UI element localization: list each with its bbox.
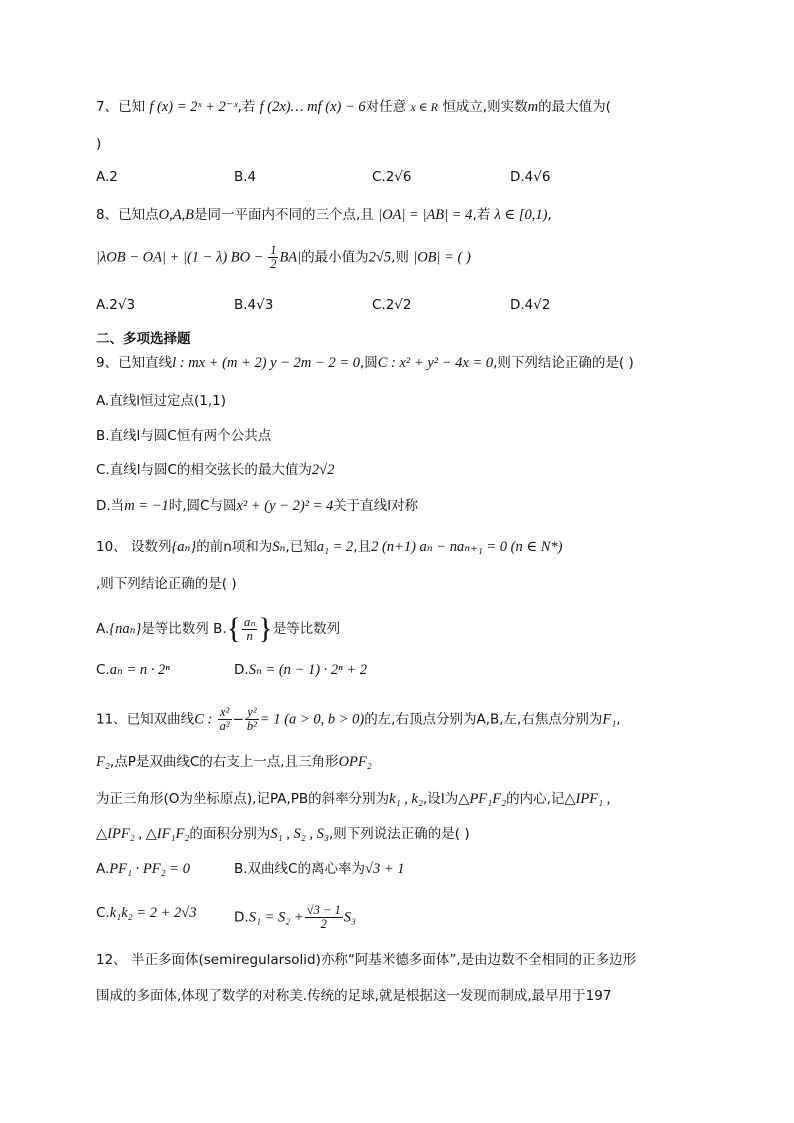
q10-fraction: $\frac{\text{aₙ}}{n}$: [244, 614, 256, 643]
q10-stem: 10、 设数列{aₙ}的前n项和为Sₙ,已知a₁ = 2,且2 (n+1) aₙ − naₙ₊₁ = 0 (n ∈ N*): [96, 539, 563, 555]
q8-option-d: D.4√2: [510, 297, 551, 313]
q7-close-paren: ): [96, 136, 102, 152]
q7-inequality: f (2x)… mf (x) − 6: [259, 99, 366, 115]
q8-stem: 8、已知点O,A,B是同一平面内不同的三个点,且 |OA| = |AB| = 4,若 λ ∈ [0,1),: [96, 207, 552, 223]
left-brace-icon: {: [226, 612, 242, 645]
q10-options-ab: A.{naₙ}是等比数列 B.{ $\frac{\text{aₙ}}{n}$ }是等比数列: [96, 612, 341, 645]
q8-half: $\frac{1}{2}$: [270, 243, 277, 271]
q7-stem: 7、已知 f (x) = 2ˣ + 2⁻ˣ,若 f (2x)… mf (x) − 6对任意 x ∈ R 恒成立,则实数m的最大值为(: [96, 99, 611, 115]
q12-line2: 围成的多面体,体现了数学的对称美.传统的足球,就是根据这一发现而制成,最早用于197: [96, 988, 612, 1004]
q7-option-b: B.4: [234, 169, 257, 185]
q11-stem: 11、已知双曲线C : $\frac{\text{x²}}{\text{a²}}$ − $\frac{\text{y²}}{\text{b²}}$ = 1 (a > 0, b > 0)的左,右顶点分别为A,B,左,右焦点分别为F₁,: [96, 705, 621, 733]
q11-frac-y: $\frac{\text{y²}}{\text{b²}}$: [246, 705, 257, 733]
q11-option-a: A.PF₁ · PF₂ = 0: [96, 861, 190, 877]
q9-option-c: C.直线l与圆C的相交弦长的最大值为2√2: [96, 462, 335, 478]
q9-option-a: A.直线l恒过定点(1,1): [96, 393, 227, 409]
q10-option-c: C.aₙ = n · 2ⁿ: [96, 662, 170, 678]
q7-option-a: A.2: [96, 169, 118, 185]
right-brace-icon: }: [258, 612, 273, 645]
q7-option-c: C.2√6: [372, 169, 412, 185]
q9-option-b: B.直线l与圆C恒有两个公共点: [96, 428, 272, 444]
q11-line3: 为正三角形(O为坐标原点),记PA,PB的斜率分别为k₁ , k₂,设I为△PF₁F₂的内心,记△IPF₁ ,: [96, 791, 611, 807]
q9-option-d: D.当m = −1时,圆C与圆x² + (y − 2)² = 4关于直线l对称: [96, 498, 419, 514]
q11-option-c: C.k₁k₂ = 2 + 2√3: [96, 905, 197, 921]
q8-option-b: B.4√3: [234, 297, 274, 313]
q8-expression: |λOB − OA| + |(1 − λ) BO − $\frac{1}{2}$ BA|的最小值为2√5,则 |OB| = ( ): [96, 243, 471, 271]
q11-line2: F₂,点P是双曲线C的右支上一点,且三角形OPF₂: [96, 754, 372, 770]
q8-condition: |OA| = |AB| = 4: [378, 207, 473, 223]
q7-option-d: D.4√6: [510, 169, 551, 185]
q8-option-a: A.2√3: [96, 297, 136, 313]
q10-option-d: D.Sₙ = (n − 1) · 2ⁿ + 2: [234, 662, 368, 678]
q11-d-fraction: $\frac{√3 - 1}{2}$: [306, 903, 341, 931]
q9-stem: 9、已知直线l : mx + (m + 2) y − 2m − 2 = 0,圆C : x² + y² − 4x = 0,则下列结论正确的是( ): [96, 355, 634, 371]
q11-frac-x: $\frac{\text{x²}}{\text{a²}}$: [219, 705, 230, 733]
q11-option-d: D.S₁ = S₂ + $\frac{√3 - 1}{2}$ S₃: [234, 903, 357, 931]
q8-option-c: C.2√2: [372, 297, 412, 313]
q7-function: f (x) = 2ˣ + 2⁻ˣ: [149, 99, 238, 115]
q10-stem-cont: ,则下列结论正确的是( ): [96, 576, 237, 592]
q12-line1: 12、 半正多面体(semiregularsolid)亦称“阿基米德多面体”,是由边数不全相同的正多边形: [96, 952, 637, 968]
q11-option-b: B.双曲线C的离心率为√3 + 1: [234, 861, 405, 877]
q11-line4: △IPF₂ , △IF₁F₂的面积分别为S₁ , S₂ , S₃,则下列说法正确的是( ): [96, 826, 470, 842]
section-heading: 二、多项选择题: [96, 331, 191, 347]
